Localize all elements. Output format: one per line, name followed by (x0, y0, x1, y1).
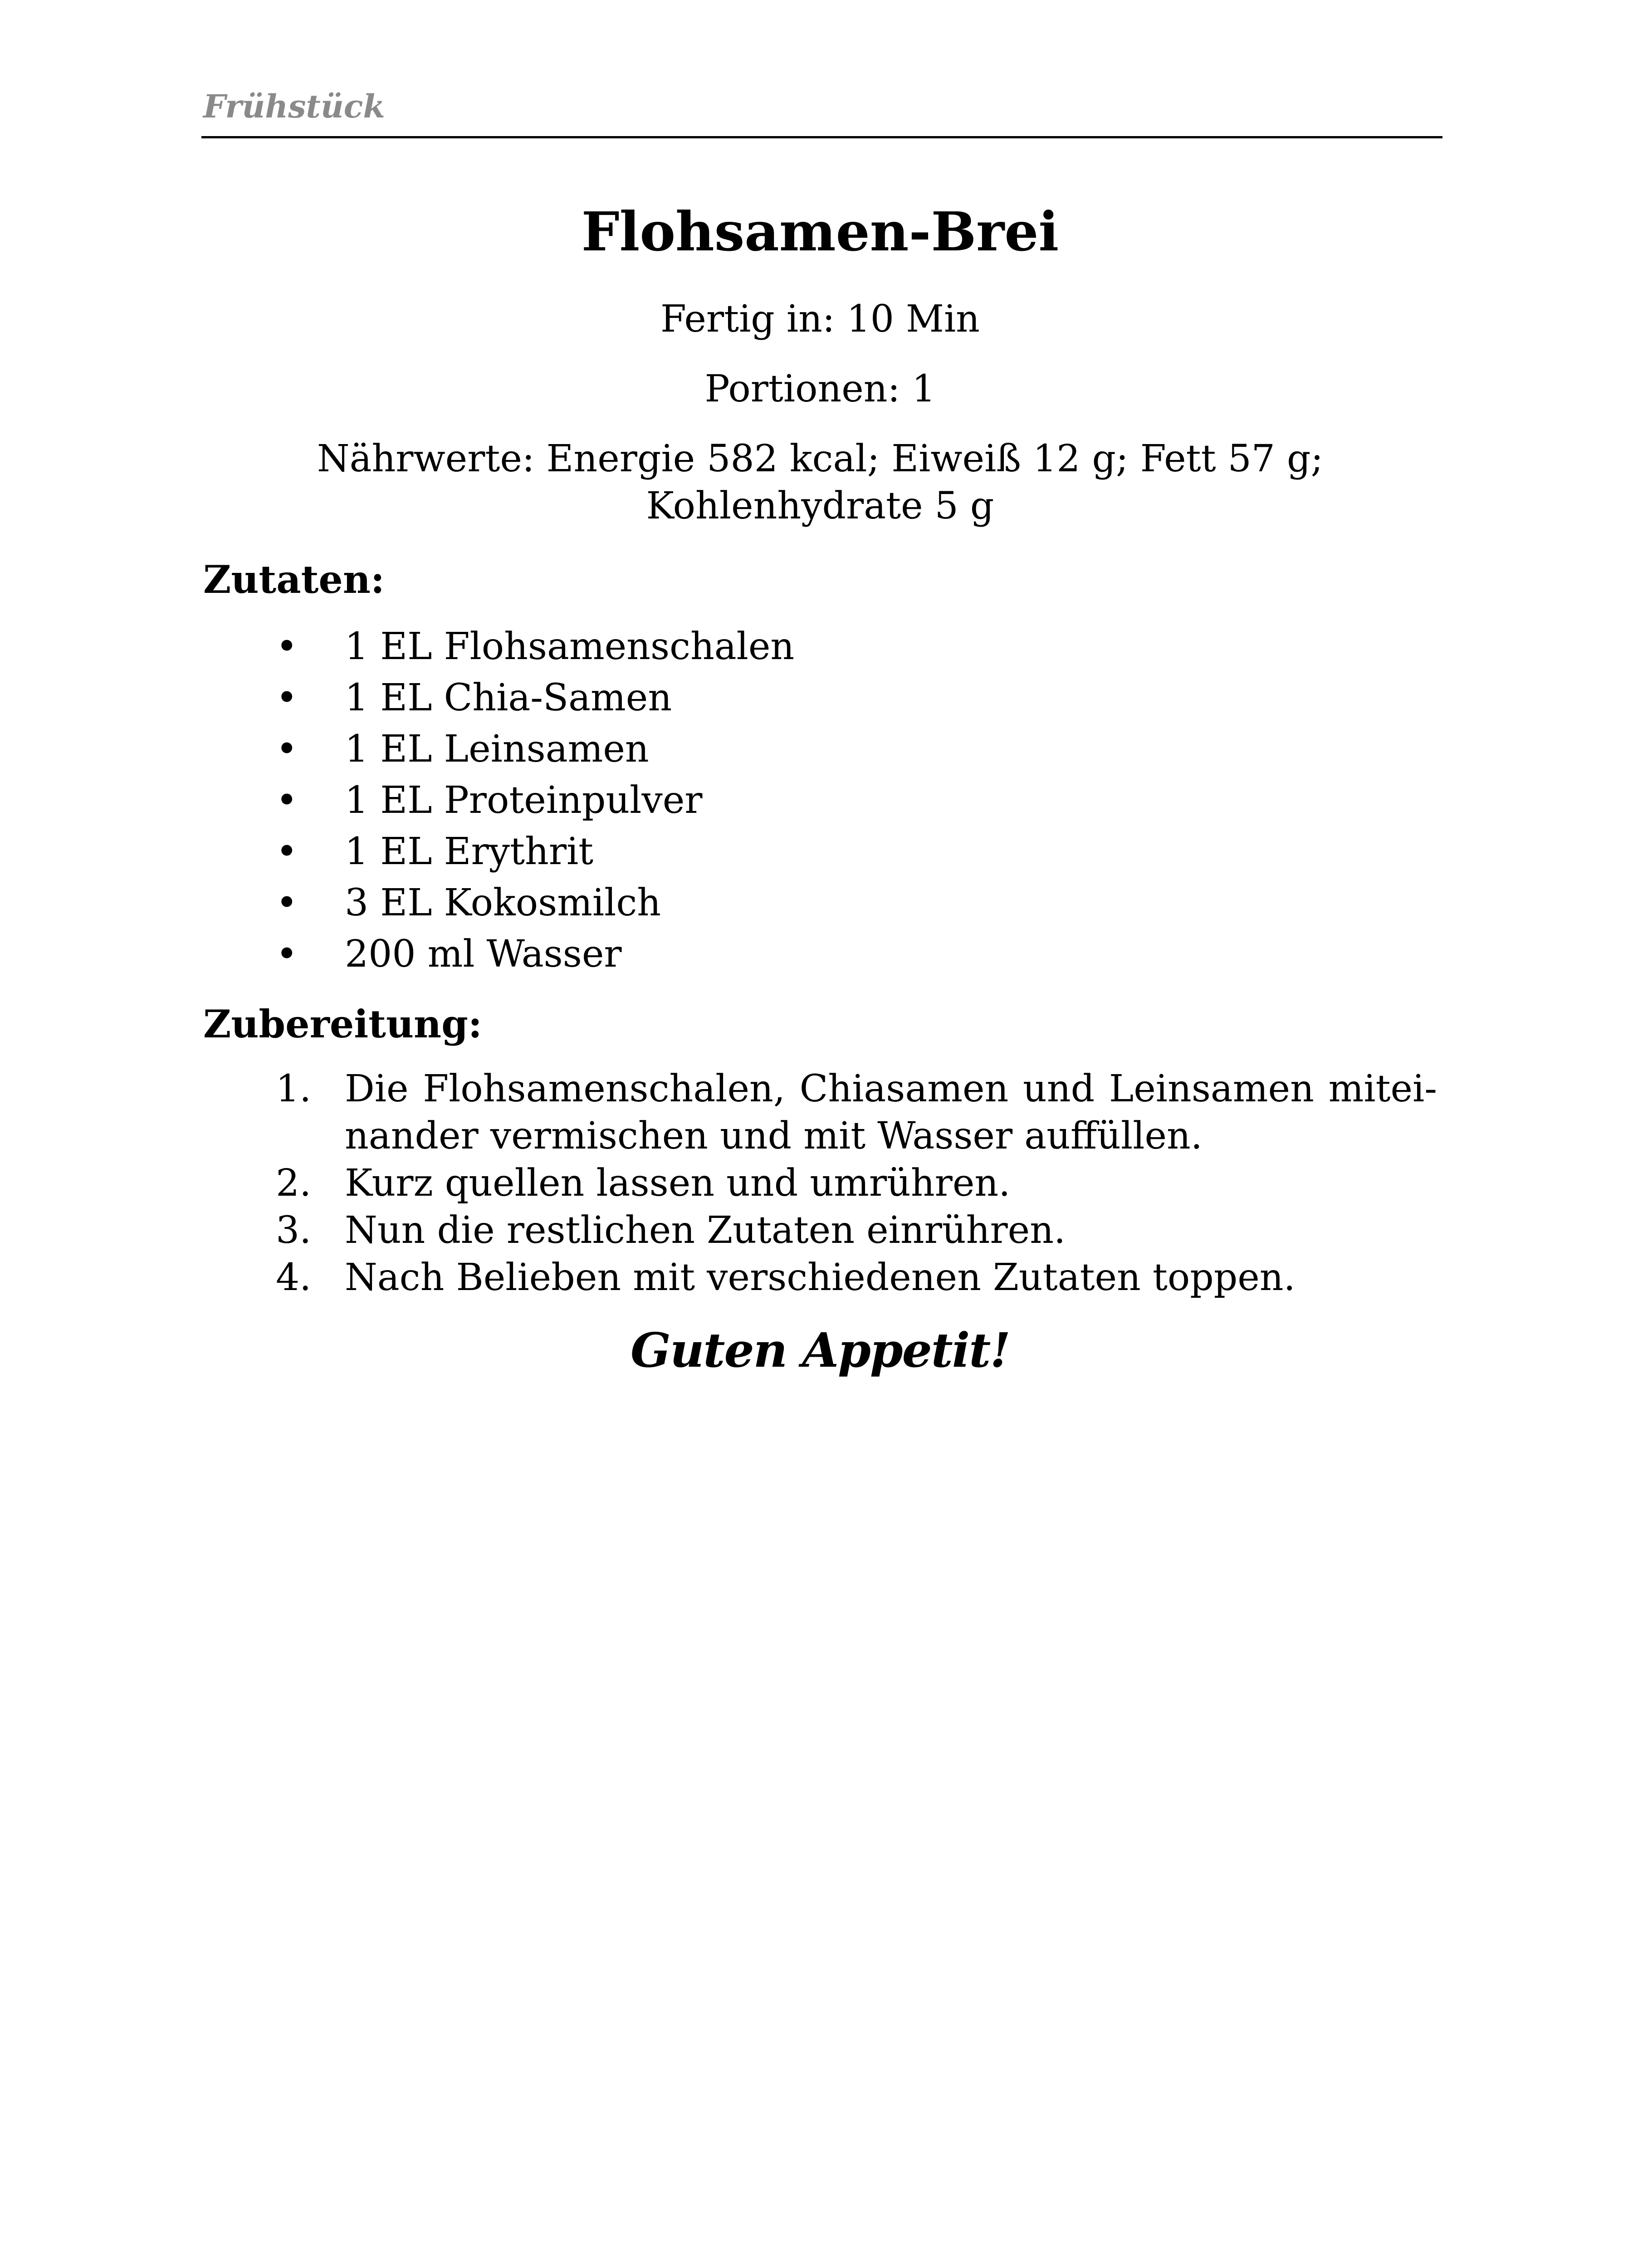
ingredient-text: 1 EL Leinsamen (345, 727, 649, 771)
step-item (203, 1160, 1437, 1207)
bullet-icon: • (276, 727, 298, 771)
list-item (203, 621, 1437, 672)
ingredient-text: 1 EL Proteinpulver (345, 778, 703, 822)
ingredient-text: 1 EL Erythrit (345, 830, 594, 873)
bullet-icon: • (276, 830, 298, 873)
list-item (203, 775, 1437, 826)
step-text: Kurz quellen lassen und umrühren. (345, 1161, 1011, 1205)
recipe-title: Flohsamen-Brei (581, 200, 1059, 263)
step-number: 1. (276, 1067, 312, 1110)
running-header: Frühstück (203, 88, 385, 125)
step-text: Nun die restlichen Zutaten einrühren. (345, 1208, 1066, 1252)
bullet-icon: • (276, 881, 298, 924)
list-item (203, 723, 1437, 775)
step-number: 3. (276, 1208, 312, 1252)
bullet-icon: • (276, 625, 298, 668)
ingredient-text: 1 EL Flohsamenschalen (345, 625, 795, 668)
prep-time: Fertig in: 10 Min (660, 297, 980, 341)
nutrition-info (203, 435, 1437, 530)
ingredient-text: 3 EL Kokosmilch (345, 881, 661, 924)
list-item (203, 672, 1437, 723)
step-item (203, 1254, 1437, 1301)
list-item (203, 929, 1437, 980)
step-text: Die Flohsamenschalen, Chiasamen und Leinsamen miteinander vermischen und mit Wasser auffüllen. (345, 1067, 1437, 1158)
ingredients-heading: Zutaten: (203, 557, 385, 602)
step-number: 4. (276, 1256, 312, 1299)
preparation-steps (203, 1066, 1437, 1301)
ingredient-text: 200 ml Wasser (345, 932, 622, 976)
step-text: Nach Belieben mit verschiedenen Zutaten toppen. (345, 1256, 1296, 1299)
bullet-icon: • (276, 778, 298, 822)
nutrition-line-2: Kohlenhydrate 5 g (646, 484, 994, 528)
ingredients-list (203, 621, 1437, 980)
closing-greeting: Guten Appetit! (631, 1322, 1010, 1378)
bullet-icon: • (276, 676, 298, 719)
step-item (203, 1066, 1437, 1160)
preparation-heading: Zubereitung: (203, 1001, 482, 1046)
list-item (203, 826, 1437, 877)
step-item (203, 1207, 1437, 1254)
bullet-icon: • (276, 932, 298, 976)
portions: Portionen: 1 (704, 367, 936, 411)
step-number: 2. (276, 1161, 312, 1205)
nutrition-line-1: Nährwerte: Energie 582 kcal; Eiweiß 12 g; Fett 57 g; (317, 437, 1324, 480)
recipe-content (203, 200, 1437, 1381)
ingredient-text: 1 EL Chia-Samen (345, 676, 672, 719)
list-item (203, 877, 1437, 929)
header-rule (201, 136, 1442, 138)
